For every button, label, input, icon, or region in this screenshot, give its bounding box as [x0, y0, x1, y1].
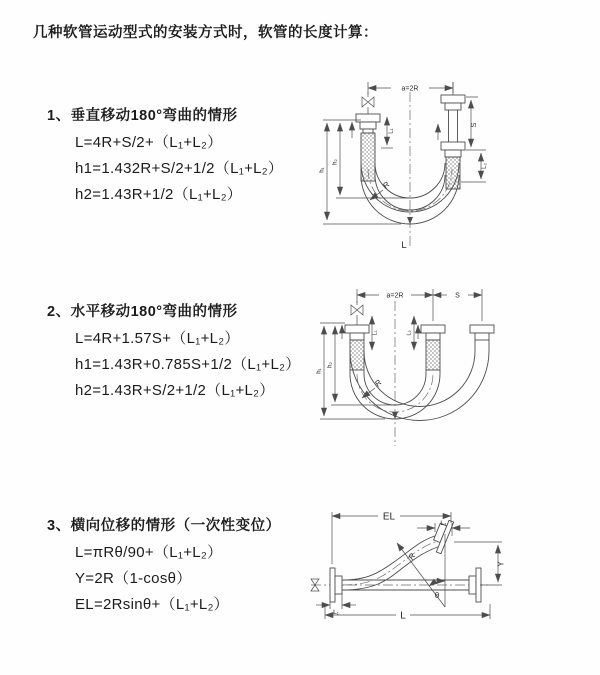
right-fitting-lower: [441, 142, 465, 157]
dim-label-l2: L₂: [406, 330, 413, 336]
dim-label-l2: L₂: [482, 163, 488, 169]
dim-label-span: a=2R: [401, 85, 419, 93]
dim-label-h1: h₁: [316, 368, 323, 374]
dim-label-r: R: [373, 378, 384, 389]
dimension-h1: [320, 120, 402, 224]
left-fitting: [356, 114, 380, 133]
dim-label-y: Y: [496, 561, 506, 567]
diagram-vertical-180-bend: [313, 70, 578, 255]
valve-icon: [351, 301, 363, 325]
diagram-lateral-displacement: [298, 506, 593, 656]
section-heading: 1、垂直移动180°弯曲的情形: [47, 108, 238, 124]
dimension-fitting-l1: [372, 316, 379, 350]
middle-fitting: [421, 325, 445, 370]
dimension-span-a2r: [368, 82, 453, 94]
hose-displaced-position: [342, 518, 454, 590]
page-title: 几种软管运动型式的安装方式时，软管的长度计算：: [33, 25, 378, 41]
dim-label-length: L: [401, 240, 407, 251]
right-fitting-upper: [441, 82, 465, 142]
formula-h1: h1=1.432R+S/2+1/2（L₁+L₂）: [75, 160, 284, 177]
hose-u-curves: [350, 351, 489, 421]
dimension-length: [325, 604, 490, 622]
dim-label-l1: L₁: [333, 609, 339, 616]
formula-length: L=4R+1.57S+（L₁+L₂）: [75, 330, 240, 347]
dimension-el: [332, 512, 451, 565]
formula-h2: h2=1.43R+1/2（L₁+L₂）: [75, 186, 243, 203]
length-tick: [407, 217, 413, 224]
dim-label-el: EL: [382, 511, 396, 523]
dim-label-s: S: [455, 292, 460, 300]
valve-icon: [362, 92, 374, 114]
dimension-fitting-l2: [481, 153, 488, 179]
dimension-fitting-l1: [381, 117, 395, 148]
dimension-fitting-l2: [407, 316, 415, 350]
dim-label-l2: L₂: [440, 520, 447, 527]
formula-h2: h2=1.43R+S/2+1/2（L₁+L₂）: [75, 382, 275, 399]
dimension-span-a2r: [357, 289, 482, 321]
dimension-fitting-l1: [316, 594, 356, 616]
dim-label-theta: θ: [434, 591, 440, 600]
section-heading: 2、水平移动180°弯曲的情形: [47, 304, 238, 320]
dim-label-length: L: [400, 610, 406, 622]
formula-length: L=4R+S/2+（L₁+L₂）: [75, 134, 223, 151]
right-fitting: [470, 325, 494, 351]
dim-label-span: a=2R: [386, 292, 404, 300]
formula-h1: h1=1.43R+0.785S+1/2（L₁+L₂）: [75, 356, 301, 373]
dim-label-h1: h₁: [319, 167, 326, 173]
left-flange: [330, 568, 342, 602]
dim-label-l1: L₁: [388, 128, 395, 134]
section-lateral-displacement: [47, 514, 317, 622]
dim-label-h2: h₂: [327, 362, 334, 368]
dim-label-h2: h₂: [332, 159, 339, 165]
section-vertical-movement: [47, 104, 317, 212]
dim-label-r: R: [406, 551, 418, 562]
angle-theta-construction: [397, 534, 445, 607]
formula-y: Y=2R（1-cosθ）: [75, 570, 192, 587]
dim-label-s: S: [471, 122, 478, 128]
dimension-stroke-s: [433, 293, 482, 300]
dim-label-r: R: [381, 180, 392, 191]
section-horizontal-movement: [47, 300, 317, 408]
formula-length: L=πRθ/90+（L₁+L₂）: [75, 544, 223, 561]
section-heading: 3、横向位移的情形（一次性变位）: [47, 518, 281, 534]
formula-el: EL=2Rsinθ+（L₁+L₂）: [75, 596, 229, 613]
dim-label-l1: L₁: [372, 330, 379, 336]
diagram-horizontal-180-bend: [313, 281, 593, 461]
